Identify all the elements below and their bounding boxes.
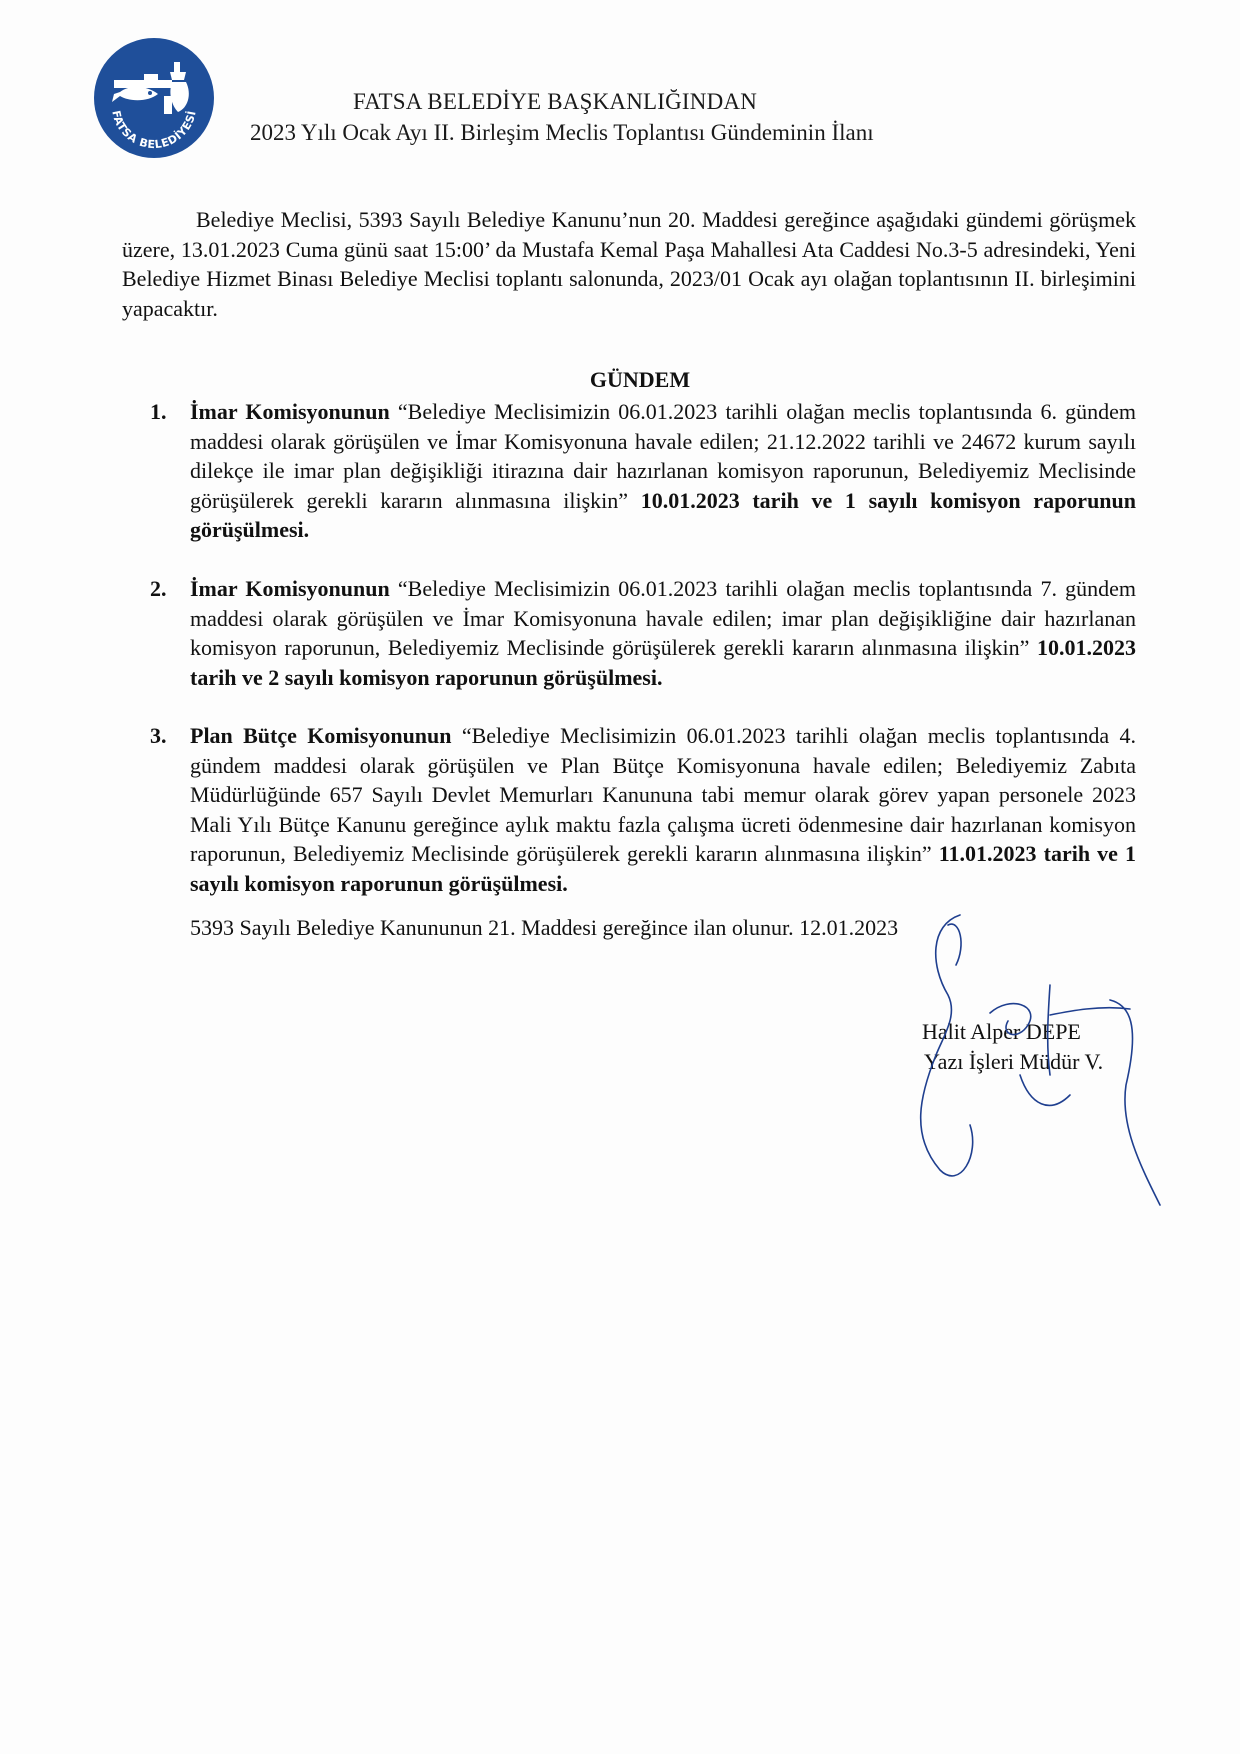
svg-text:FATSA BELEDİYESİ: FATSA BELEDİYESİ	[109, 109, 199, 152]
agenda-item-text: İmar Komisyonunun “Belediye Meclisimizin 06.01.2023 tarihli olağan meclis toplantısında 7. gündem maddesi olarak görüşülen ve İmar Komisyonuna havale edilen; imar plan değişikliğine dair hazırlanan komisyon raporunun, Belediyemiz Meclisinde görüşülerek gerekli kararın alınmasına ilişkin” 10.01.2023 tarih ve 2 sayılı komisyon raporunun görüşülmesi.	[190, 576, 1137, 690]
document-title: FATSA BELEDİYE BAŞKANLIĞINDAN	[353, 89, 758, 114]
agenda-item-number: 3.	[150, 723, 167, 748]
agenda-item-number: 2.	[150, 576, 167, 601]
agenda-item	[150, 397, 1136, 545]
signatory-title: Yazı İşleri Müdür V.	[924, 1049, 1104, 1074]
closing-statement: 5393 Sayılı Belediye Kanununun 21. Maddesi gereğince ilan olunur. 12.01.2023	[190, 915, 899, 940]
agenda-item	[150, 574, 1136, 692]
agenda-item	[150, 721, 1136, 898]
signatory-block	[922, 1017, 1103, 1077]
agenda-item-number: 1.	[150, 399, 167, 424]
document-subtitle: 2023 Yılı Ocak Ayı II. Birleşim Meclis Toplantısı Gündeminin İlanı	[250, 120, 874, 145]
agenda-item-text: Plan Bütçe Komisyonunun “Belediye Meclisimizin 06.01.2023 tarihli olağan meclis toplantısında 4. gündem maddesi olarak görüşülen ve Plan Bütçe Komisyonuna havale edilen; Belediyemiz Zabıta Müdürlüğünde 657 Sayılı Devlet Memurları Kanununa tabi memur olarak görev yapan personele 2023 Mali Yılı Bütçe Kanunu gereğince aylık maktu fazla çalışma ücreti ödenmesine dair hazırlanan komisyon raporunun, Belediyemiz Meclisinde görüşülerek gerekli kararın alınmasına ilişkin” 11.01.2023 tarih ve 1 sayılı komisyon raporunun görüşülmesi.	[190, 723, 1137, 896]
signatory-name: Halit Alper DEPE	[922, 1019, 1081, 1044]
document-header	[250, 86, 1010, 148]
agenda-item-text: İmar Komisyonunun “Belediye Meclisimizin 06.01.2023 tarihli olağan meclis toplantısında 6. gündem maddesi olarak görüşülen ve İmar Komisyonuna havale edilen; 21.12.2022 tarihli ve 24672 kurum sayılı dilekçe ile imar plan değişikliği itirazına dair hazırlanan komisyon raporunun, Belediyemiz Meclisinde görüşülerek gerekli kararın alınmasına ilişkin” 10.01.2023 tarih ve 1 sayılı komisyon raporunun görüşülmesi.	[190, 399, 1137, 542]
municipality-logo	[92, 36, 216, 160]
agenda-heading: GÜNDEM	[589, 367, 691, 392]
intro-paragraph: Belediye Meclisi, 5393 Sayılı Belediye Kanunu’nun 20. Maddesi gereğince aşağıdaki gündemi görüşmek üzere, 13.01.2023 Cuma günü saat 15:00’ da Mustafa Kemal Paşa Mahallesi Ata Caddesi No.3-5 adresindeki, Yeni Belediye Hizmet Binası Belediye Meclisi toplantı salonunda, 2023/01 Ocak ayı olağan toplantısının II. birleşimini yapacaktır.	[122, 207, 1136, 321]
